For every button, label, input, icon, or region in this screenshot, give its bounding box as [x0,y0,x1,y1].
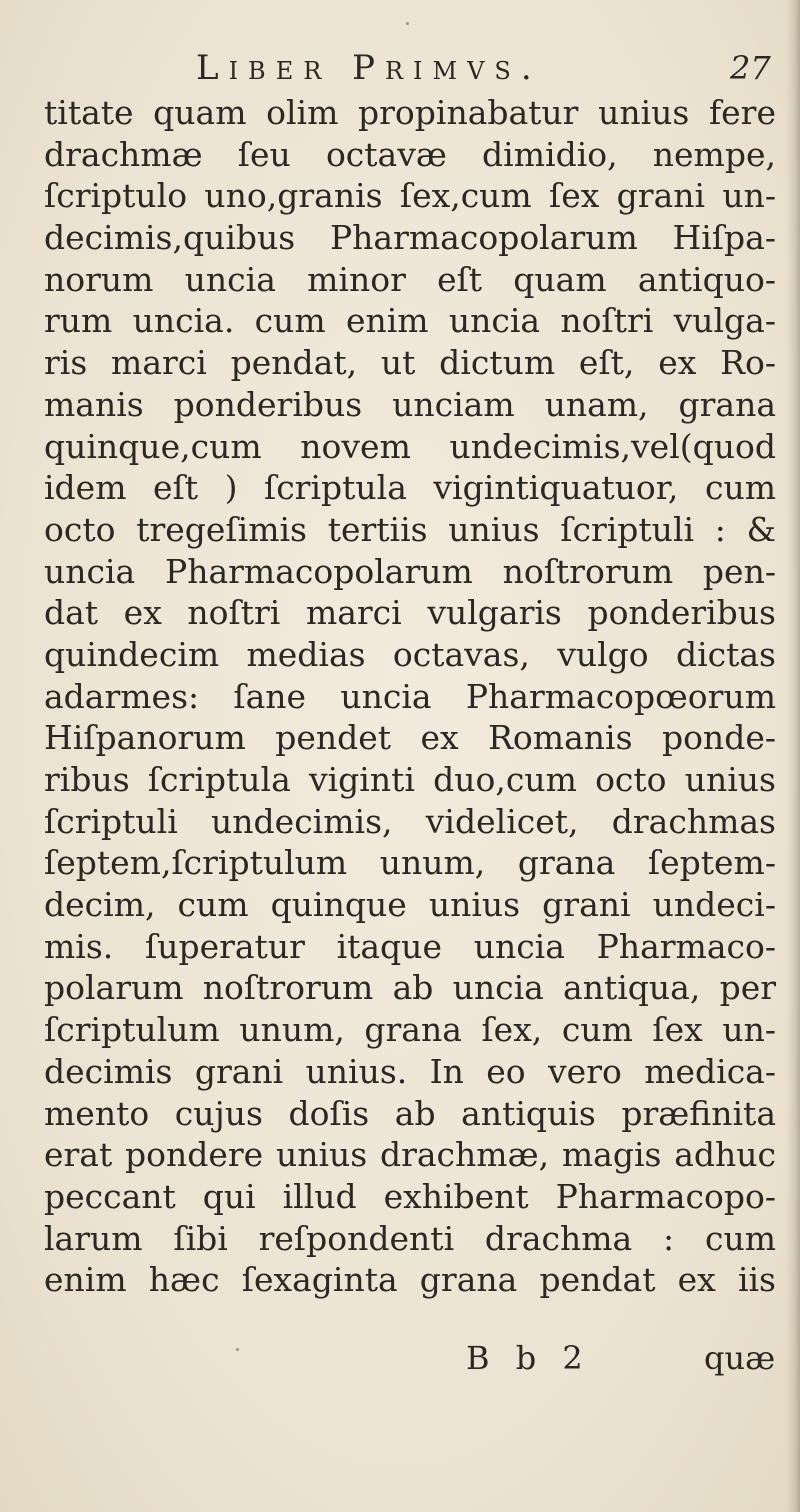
page-edge-shadow [786,0,800,1512]
text-line: quinque,cum novem undecimis,vel(quod [44,426,776,466]
page-header [0,46,800,90]
signature-mark: B b 2 [466,1339,591,1377]
text-line: larum ſibi reſpondenti drachma : cum [44,1218,776,1258]
text-line: ſcriptulo uno,granis ſex,cum ſex grani un- [44,176,776,216]
text-line: idem eſt ) ſcriptula vigintiquatuor, cum [44,468,776,508]
text-line: titate quam olim propinabatur unius fere [44,93,776,132]
text-line: ſcriptulum unum, grana ſex, cum ſex un- [44,1010,776,1050]
running-title: Liber Primvs. [196,48,542,88]
page-footer [0,1336,800,1380]
text-line: octo tregeſimis tertiis unius ſcriptuli : & [44,509,776,549]
text-line: mento cujus doſis ab antiquis præfinita [44,1093,776,1133]
text-line: dat ex noſtri marci vulgaris ponderibus [44,593,776,633]
text-line: ris marci pendat, ut dictum eſt, ex Ro- [44,343,776,383]
text-line: Hiſpanorum pendet ex Romanis ponde- [44,718,776,758]
text-line: decimis grani unius. In eo vero medica- [44,1051,776,1091]
text-line: ſeptem,ſcriptulum unum, grana ſeptem- [44,843,776,883]
text-line: adarmes: ſane uncia Pharmacopœorum [44,676,776,716]
text-line: ſcriptuli undecimis, videlicet, drachmas [44,801,776,841]
text-line: polarum noſtrorum ab uncia antiqua, per [44,968,776,1008]
text-line: quindecim medias octavas, vulgo dictas [44,634,776,674]
text-line: uncia Pharmacopolarum noſtrorum pen- [44,551,776,591]
paper-speck [406,22,409,25]
text-line: rum uncia. cum enim uncia noſtri vulga- [44,301,776,341]
catchword: quæ [704,1339,776,1377]
text-line: norum uncia minor eſt quam antiquo- [44,259,776,299]
page-number: 27 [730,49,771,87]
text-line: peccant qui illud exhibent Pharmacopo- [44,1176,776,1216]
text-line: erat pondere unius drachmæ, magis adhuc [44,1135,776,1175]
text-line: ribus ſcriptula viginti duo,cum octo unius [44,760,776,799]
body-text [44,92,776,1301]
text-line: drachmæ ſeu octavæ dimidio, nempe, [44,134,776,174]
text-line: enim hæc ſexaginta grana pendat ex iis [44,1260,776,1300]
text-line: decimis,quibus Pharmacopolarum Hiſpa- [44,218,776,258]
text-line: decim, cum quinque unius grani undeci- [44,885,776,925]
paper-speck [236,1348,239,1351]
text-line: manis ponderibus unciam unam, grana [44,384,776,424]
text-line: mis. ſuperatur itaque uncia Pharmaco- [44,926,776,966]
